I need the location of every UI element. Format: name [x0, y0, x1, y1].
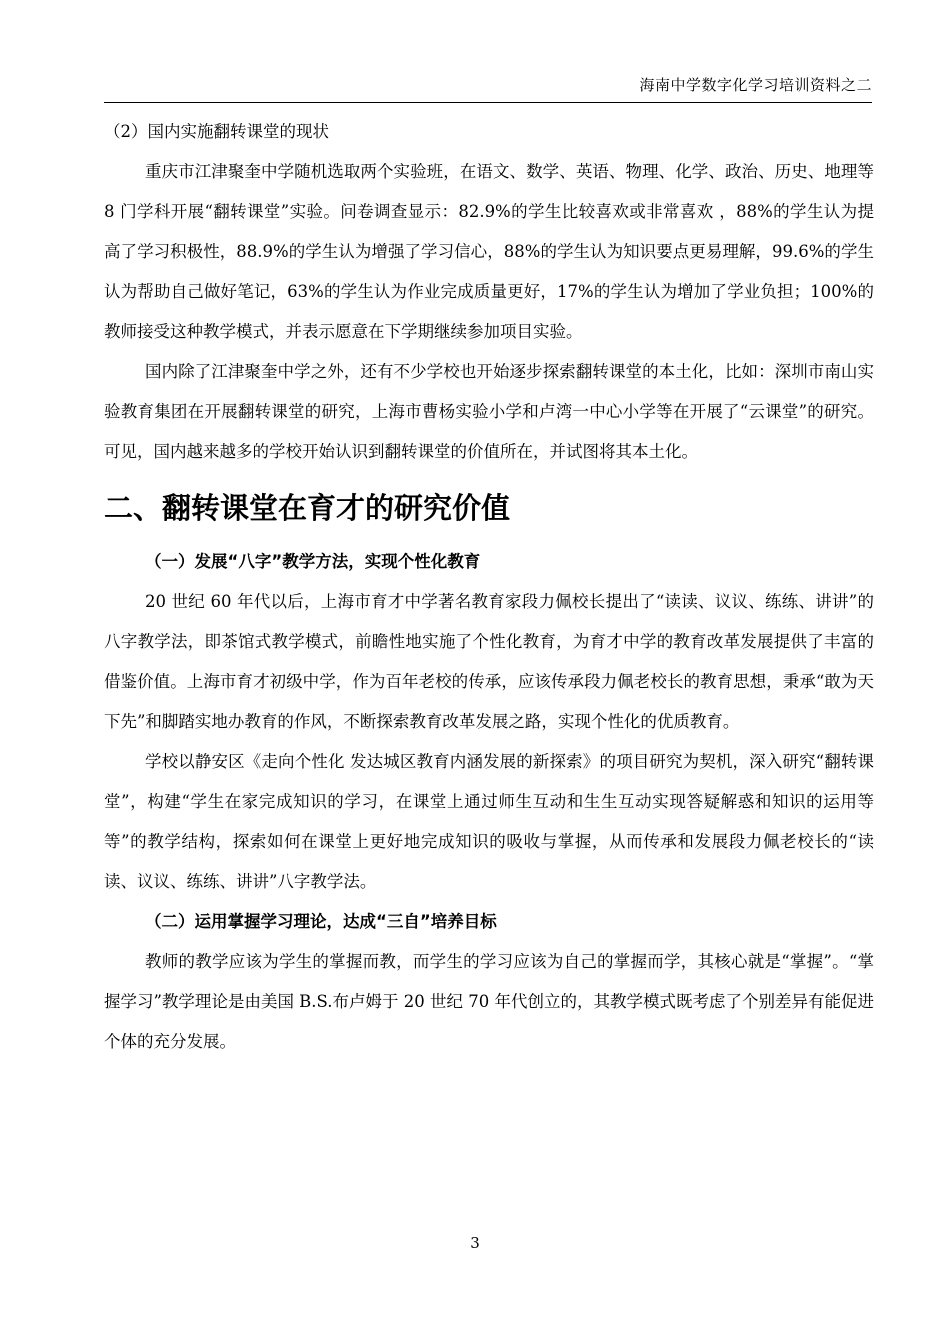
subsection-title-2: （二）运用掌握学习理论，达成“三自”培养目标 [145, 912, 497, 931]
paragraph-domestic-localization: 国内除了江津聚奎中学之外，还有不少学校也开始逐步探索翻转课堂的本土化，比如：深圳市南山实验教育集团在开展翻转课堂的研究，上海市曹杨实验小学和卢湾一中心小学等在开展了“云课堂”的研究。可见，国内越来越多的学校开始认识到翻转课堂的价值所在，并试图将其本土化。 [104, 362, 874, 461]
paragraph-project-research: 学校以静安区《走向个性化 发达城区教育内涵发展的新探索》的项目研究为契机，深入研究“翻转课堂”，构建“学生在家完成知识的学习，在课堂上通过师生互动和生生互动实现答疑解惑和知识的运用等等”的教学结构，探索如何在课堂上更好地完成知识的吸收与掌握，从而传承和发展段力佩老校长的“读读、议议、练练、讲讲”八字教学法。 [104, 752, 874, 891]
running-header: 海南中学数字化学习培训资料之二 [639, 76, 872, 94]
paragraph-jiangjin-experiment: 重庆市江津聚奎中学随机选取两个实验班，在语文、数学、英语、物理、化学、政治、历史、地理等 8 门学科开展“翻转课堂”实验。问卷调查显示：82.9%的学生比较喜欢或非常喜欢 ，88%的学生认为提高了学习积极性，88.9%的学生认为增强了学习信心，88%的学生认为知识要点更易理解，99.6%的学生认为帮助自己做好笔记，63%的学生认为作业完成质量更好，17%的学生认为增加了学业负担；100%的教师接受这种教学模式，并表示愿意在下学期继续参加项目实验。 [104, 162, 874, 341]
section-title: 二、翻转课堂在育才的研究价值 [104, 491, 511, 525]
page-number: 3 [470, 1234, 480, 1252]
paragraph-mastery-learning: 教师的教学应该为学生的掌握而教，而学生的学习应该为自己的掌握而学，其核心就是“掌握”。“掌握学习”教学理论是由美国 B.S.布卢姆于 20 世纪 70 年代创立的，其教学模式既考虑了个别差异有能促进个体的充分发展。 [104, 952, 874, 1051]
subheading-domestic-status: （2）国内实施翻转课堂的现状 [104, 122, 329, 141]
subsection-title-1: （一）发展“八字”教学方法，实现个性化教育 [145, 552, 481, 571]
header-rule [104, 102, 872, 103]
paragraph-eight-character-method: 20 世纪 60 年代以后，上海市育才中学著名教育家段力佩校长提出了“读读、议议、练练、讲讲”的八字教学法，即茶馆式教学模式，前瞻性地实施了个性化教育，为育才中学的教育改革发展提供了丰富的借鉴价值。上海市育才初级中学，作为百年老校的传承，应该传承段力佩老校长的教育思想，秉承“敢为天下先”和脚踏实地办教育的作风，不断探索教育改革发展之路，实现个性化的优质教育。 [104, 592, 874, 731]
page-body [104, 112, 874, 1062]
